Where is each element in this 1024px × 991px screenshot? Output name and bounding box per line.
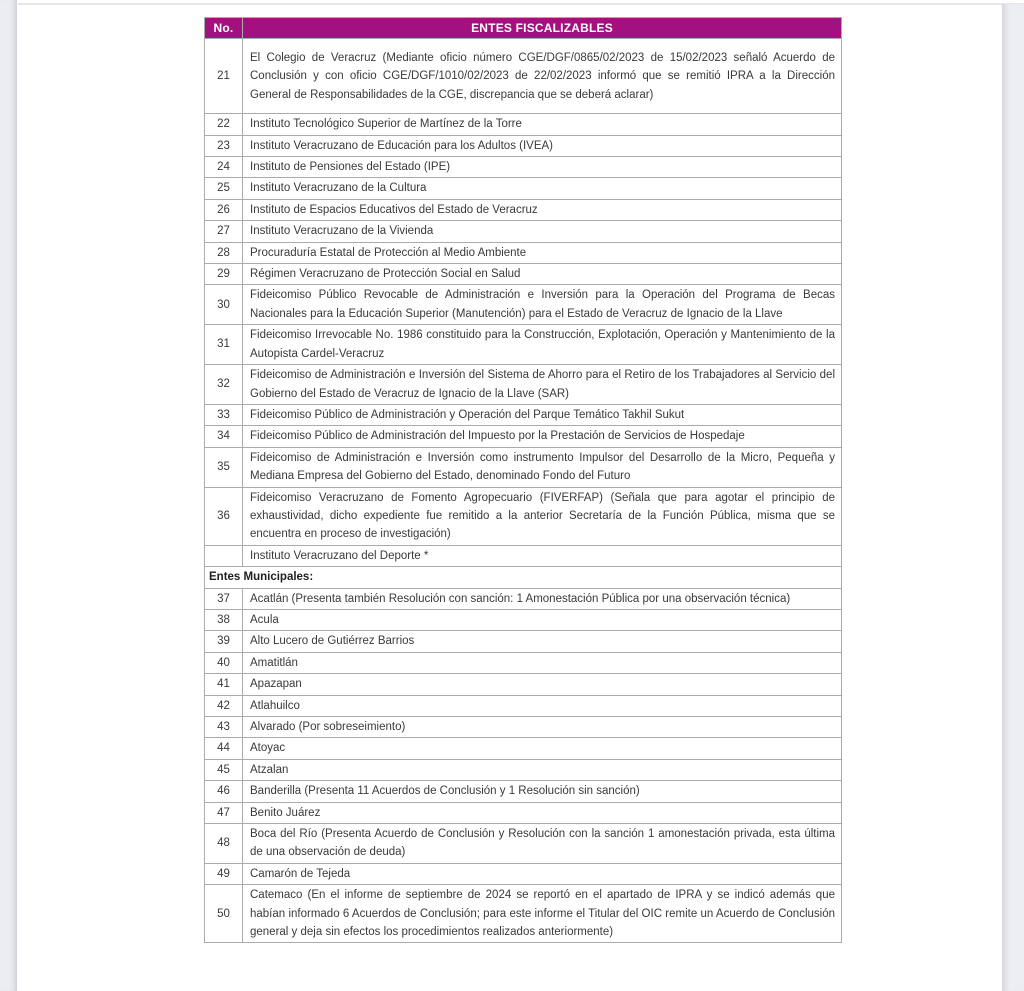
row-number: 48 — [205, 824, 243, 864]
row-number — [205, 545, 243, 566]
table-row — [205, 487, 842, 545]
table-row — [205, 114, 842, 135]
row-number: 30 — [205, 285, 243, 325]
entity-name: Acula — [243, 609, 842, 630]
entity-name: Alto Lucero de Gutiérrez Barrios — [243, 631, 842, 652]
header-title: ENTES FISCALIZABLES — [243, 18, 842, 39]
table-row — [205, 365, 842, 405]
entity-name: El Colegio de Veracruz (Mediante oficio número CGE/DGF/0865/02/2023 de 15/02/2023 señaló Acuerdo de Conclusión y con oficio CGE/DGF/1010/02/2023 de 22/02/2023 informó que se remitió IPRA a la Dirección General de Responsabilidades de la CGE, discrepancia que se deberá aclarar) — [243, 39, 842, 114]
row-number: 37 — [205, 588, 243, 609]
row-number: 49 — [205, 863, 243, 884]
entes-table-body — [205, 39, 842, 943]
table-row — [205, 717, 842, 738]
entes-fiscalizables-table — [204, 17, 842, 943]
entity-name: Boca del Río (Presenta Acuerdo de Conclusión y Resolución con la sanción 1 amonestación privada, esta última de una observación de deuda) — [243, 824, 842, 864]
entity-name: Instituto Veracruzano de la Vivienda — [243, 221, 842, 242]
entity-name: Atlahuilco — [243, 695, 842, 716]
row-number: 25 — [205, 178, 243, 199]
entity-name: Benito Juárez — [243, 802, 842, 823]
row-number: 44 — [205, 738, 243, 759]
table-header — [205, 18, 842, 39]
table-row — [205, 652, 842, 673]
page-right-edge — [1002, 4, 1024, 991]
table-row — [205, 426, 842, 447]
row-number: 45 — [205, 759, 243, 780]
table-row — [205, 863, 842, 884]
table-row — [205, 781, 842, 802]
entity-name: Instituto Tecnológico Superior de Martínez de la Torre — [243, 114, 842, 135]
table-row — [205, 824, 842, 864]
row-number: 40 — [205, 652, 243, 673]
row-number: 43 — [205, 717, 243, 738]
entity-name: Fideicomiso de Administración e Inversión del Sistema de Ahorro para el Retiro de los Trabajadores al Servicio del Gobierno del Estado de Veracruz de Ignacio de la Llave (SAR) — [243, 365, 842, 405]
table-row — [205, 447, 842, 487]
header-row — [205, 18, 842, 39]
entity-name: Camarón de Tejeda — [243, 863, 842, 884]
table-row — [205, 39, 842, 114]
row-number: 42 — [205, 695, 243, 716]
row-number: 26 — [205, 199, 243, 220]
row-number: 47 — [205, 802, 243, 823]
entity-name: Instituto de Pensiones del Estado (IPE) — [243, 157, 842, 178]
table-row — [205, 674, 842, 695]
table-row — [205, 199, 842, 220]
row-number: 34 — [205, 426, 243, 447]
entity-name: Régimen Veracruzano de Protección Social en Salud — [243, 264, 842, 285]
entity-name: Instituto Veracruzano de Educación para los Adultos (IVEA) — [243, 135, 842, 156]
entity-name: Fideicomiso de Administración e Inversión como instrumento Impulsor del Desarrollo de la Micro, Pequeña y Mediana Empresa del Gobierno del Estado, denominado Fondo del Futuro — [243, 447, 842, 487]
header-no: No. — [205, 18, 243, 39]
section-label: Entes Municipales: — [205, 567, 842, 588]
entity-name: Procuraduría Estatal de Protección al Medio Ambiente — [243, 242, 842, 263]
row-number: 21 — [205, 39, 243, 114]
page-top-divider — [18, 3, 1024, 5]
row-number: 50 — [205, 885, 243, 943]
row-number: 35 — [205, 447, 243, 487]
table-row — [205, 695, 842, 716]
table-row — [205, 802, 842, 823]
entity-name: Instituto de Espacios Educativos del Estado de Veracruz — [243, 199, 842, 220]
row-number: 33 — [205, 404, 243, 425]
entity-name: Apazapan — [243, 674, 842, 695]
table-row — [205, 404, 842, 425]
table-row — [205, 242, 842, 263]
row-number: 27 — [205, 221, 243, 242]
entity-name: Fideicomiso Público Revocable de Administración e Inversión para la Operación del Programa de Becas Nacionales para la Educación Superior (Manutención) para el Estado de Veracruz de Ignacio de la Llave — [243, 285, 842, 325]
table-row — [205, 157, 842, 178]
row-number: 38 — [205, 609, 243, 630]
row-number: 32 — [205, 365, 243, 405]
entity-name: Fideicomiso Público de Administración del Impuesto por la Prestación de Servicios de Hospedaje — [243, 426, 842, 447]
row-number: 39 — [205, 631, 243, 652]
row-number: 41 — [205, 674, 243, 695]
entity-name: Instituto Veracruzano del Deporte * — [243, 545, 842, 566]
row-number: 28 — [205, 242, 243, 263]
row-number: 29 — [205, 264, 243, 285]
entity-name: Atzalan — [243, 759, 842, 780]
table-row — [205, 885, 842, 943]
table-row — [205, 545, 842, 566]
page-left-edge — [0, 0, 17, 991]
row-number: 23 — [205, 135, 243, 156]
row-number: 46 — [205, 781, 243, 802]
section-row — [205, 567, 842, 588]
entity-name: Fideicomiso Veracruzano de Fomento Agropecuario (FIVERFAP) (Señala que para agotar el principio de exhaustividad, dicho expediente fue remitido a la anterior Secretaría de la Función Pública, misma que se encuentra en proceso de investigación) — [243, 487, 842, 545]
table-row — [205, 631, 842, 652]
row-number: 36 — [205, 487, 243, 545]
table-row — [205, 759, 842, 780]
table-row — [205, 264, 842, 285]
entity-name: Catemaco (En el informe de septiembre de 2024 se reportó en el apartado de IPRA y se indicó además que habían informado 6 Acuerdos de Conclusión; para este informe el Titular del OIC remite un Acuerdo de Conclusión general y deja sin efectos los procedimientos realizados anteriormente) — [243, 885, 842, 943]
entity-name: Banderilla (Presenta 11 Acuerdos de Conclusión y 1 Resolución sin sanción) — [243, 781, 842, 802]
row-number: 24 — [205, 157, 243, 178]
entity-name: Alvarado (Por sobreseimiento) — [243, 717, 842, 738]
row-number: 22 — [205, 114, 243, 135]
table-row — [205, 609, 842, 630]
entity-name: Acatlán (Presenta también Resolución con sanción: 1 Amonestación Pública por una observación técnica) — [243, 588, 842, 609]
entity-name: Fideicomiso Irrevocable No. 1986 constituido para la Construcción, Explotación, Operación y Mantenimiento de la Autopista Cardel-Veracruz — [243, 325, 842, 365]
table-row — [205, 221, 842, 242]
table-row — [205, 135, 842, 156]
entity-name: Atoyac — [243, 738, 842, 759]
table-row — [205, 588, 842, 609]
table-row — [205, 738, 842, 759]
entity-name: Amatitlán — [243, 652, 842, 673]
entity-name: Instituto Veracruzano de la Cultura — [243, 178, 842, 199]
table-row — [205, 325, 842, 365]
row-number: 31 — [205, 325, 243, 365]
table-row — [205, 285, 842, 325]
table-row — [205, 178, 842, 199]
entity-name: Fideicomiso Público de Administración y Operación del Parque Temático Takhil Sukut — [243, 404, 842, 425]
